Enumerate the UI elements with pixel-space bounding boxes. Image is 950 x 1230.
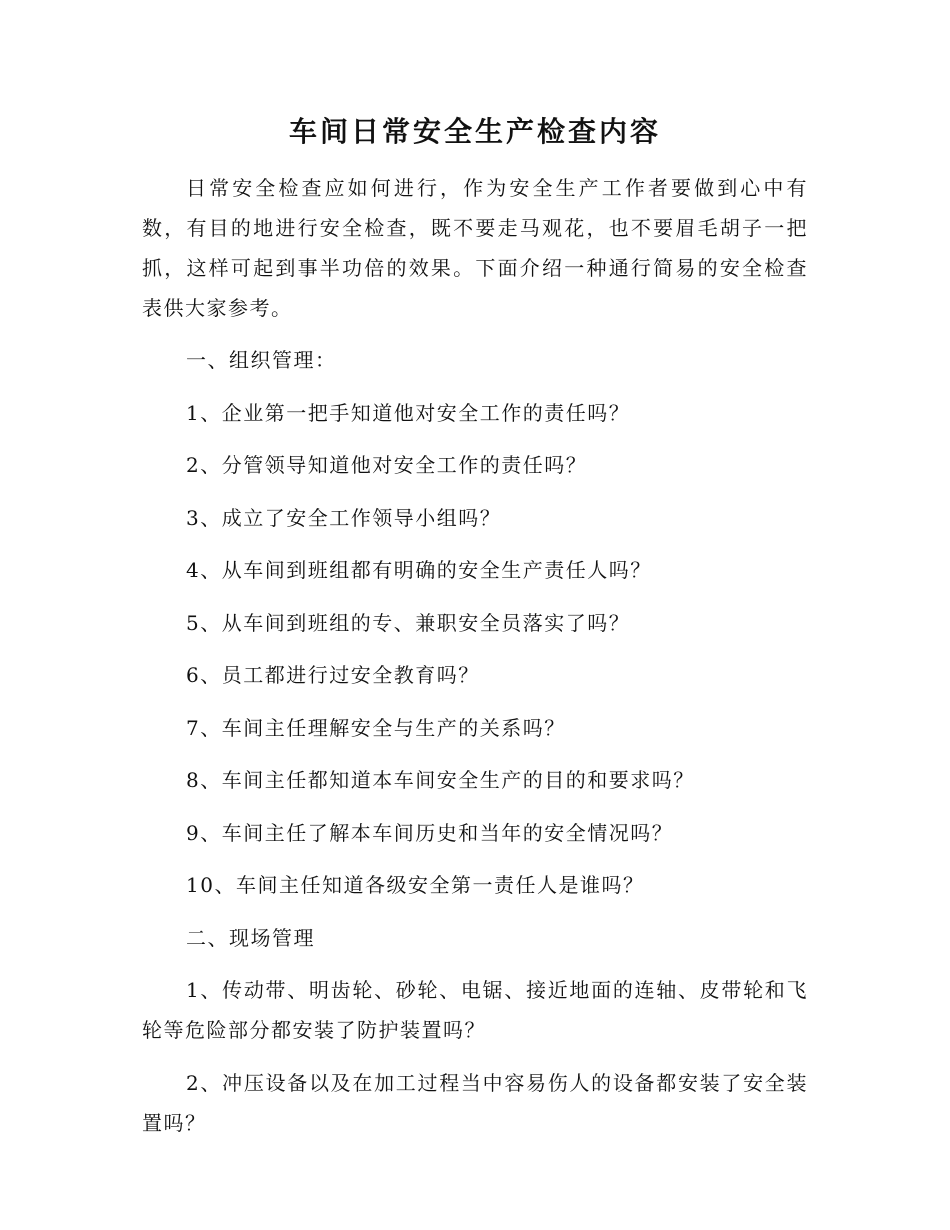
checklist-item: 2、冲压设备以及在加工过程当中容易伤人的设备都安装了安全装置吗？	[142, 1070, 808, 1135]
checklist-item: 4、从车间到班组都有明确的安全生产责任人吗？	[186, 558, 652, 582]
checklist-item: 5、从车间到班组的专、兼职安全员落实了吗？	[186, 610, 631, 635]
checklist-item: 1、企业第一把手知道他对安全工作的责任吗？	[186, 400, 631, 425]
checklist-item: 6、员工都进行过安全教育吗？	[186, 663, 480, 687]
checklist-item: 1、传动带、明齿轮、砂轮、电锯、接近地面的连轴、皮带轮和飞轮等危险部分都安装了防护装置吗？	[142, 978, 808, 1042]
document-body	[142, 168, 808, 1155]
checklist-item: 10、车间主任知道各级安全第一责任人是谁吗？	[186, 873, 645, 897]
document-title: 车间日常安全生产检查内容	[288, 115, 661, 148]
intro-paragraph: 日常安全检查应如何进行，作为安全生产工作者要做到心中有数，有目的地进行安全检查，既不要走马观花，也不要眉毛胡子一把抓，这样可起到事半功倍的效果。下面介绍一种通行简易的安全检查表供大家参考。	[142, 176, 808, 320]
section-heading: 二、现场管理	[186, 925, 315, 950]
checklist-item: 3、成立了安全工作领导小组吗？	[186, 505, 502, 530]
checklist-item: 9、车间主任了解本车间历史和当年的安全情况吗？	[186, 820, 674, 845]
checklist-item: 2、分管领导知道他对安全工作的责任吗？	[186, 453, 588, 477]
section-heading: 一、组织管理：	[186, 348, 337, 372]
checklist-item: 7、车间主任理解安全与生产的关系吗？	[186, 715, 566, 740]
checklist-item: 8、车间主任都知道本车间安全生产的目的和要求吗？	[186, 768, 695, 792]
